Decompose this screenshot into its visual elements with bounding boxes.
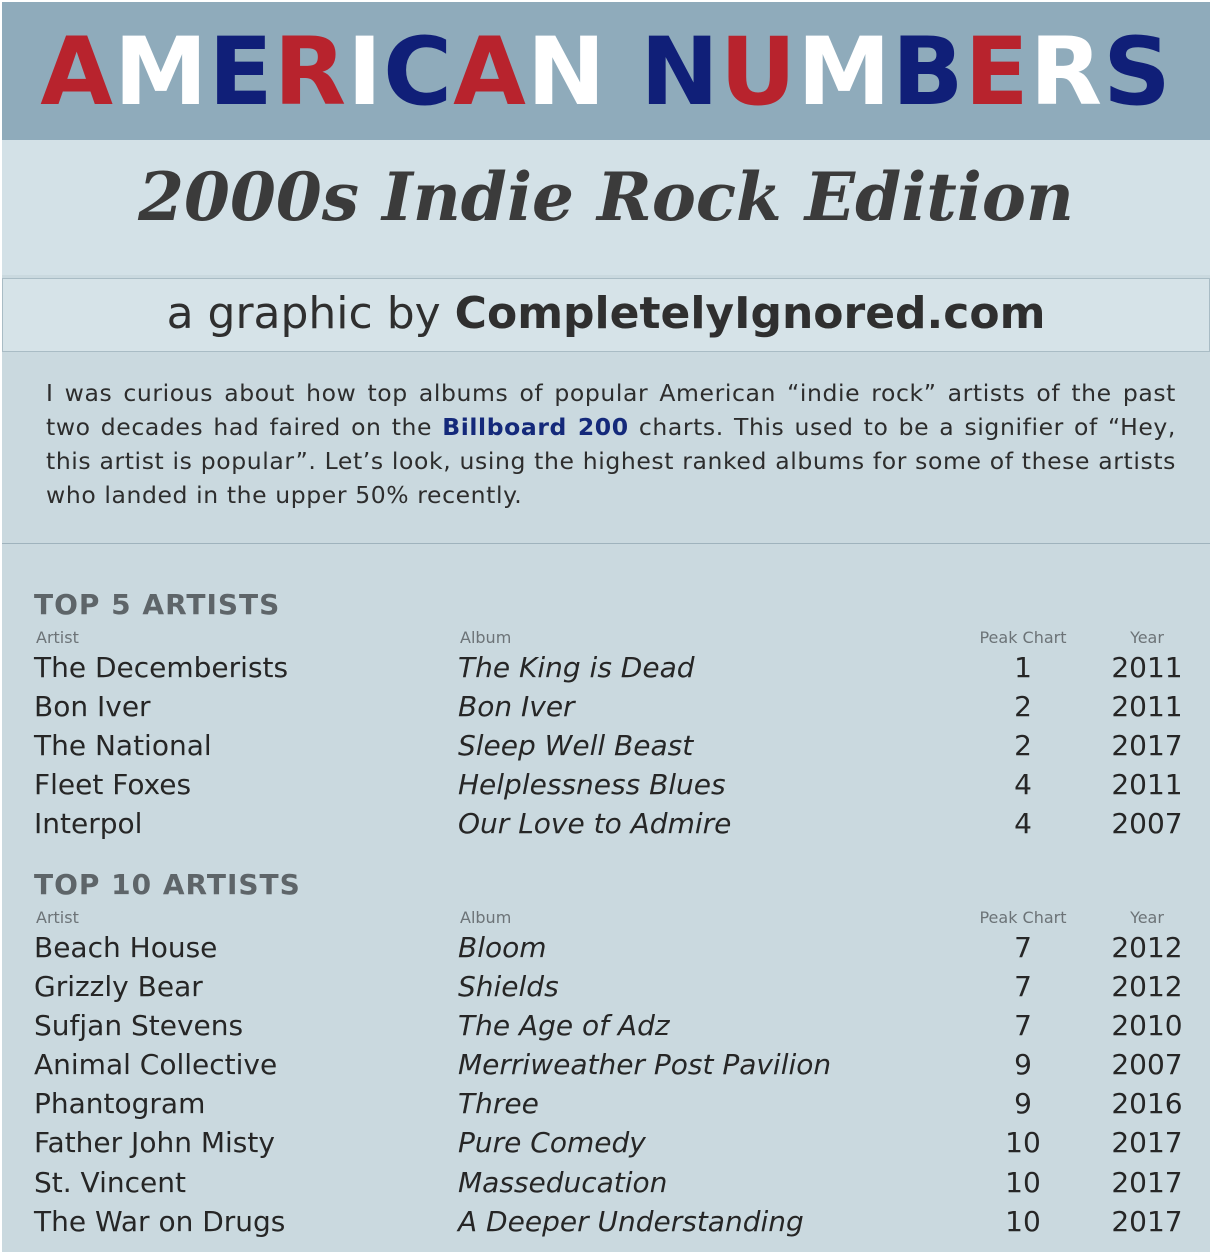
- artist-cell: Beach House: [34, 931, 218, 964]
- title-letter: M: [797, 18, 892, 127]
- table-row: [2, 1165, 1210, 1204]
- title-letter: S: [1103, 18, 1172, 127]
- title-letter: M: [113, 18, 209, 127]
- section-title-top5: TOP 5 ARTISTS: [34, 588, 281, 621]
- album-cell: The Age of Adz: [458, 1009, 670, 1042]
- table-row: [2, 969, 1210, 1008]
- year-cell: 2012: [1111, 931, 1183, 964]
- album-cell: Pure Comedy: [458, 1126, 646, 1159]
- year-cell: 2017: [1111, 1166, 1183, 1199]
- title-letter: R: [273, 18, 348, 127]
- year-cell: 2011: [1111, 651, 1183, 684]
- title-letter: A: [40, 18, 114, 127]
- album-cell: Sleep Well Beast: [458, 729, 694, 762]
- artist-cell: Bon Iver: [34, 690, 151, 723]
- table-row: [2, 689, 1210, 728]
- col-head-artist: Artist: [36, 628, 79, 647]
- artist-cell: Phantogram: [34, 1087, 206, 1120]
- table-row: [2, 1125, 1210, 1164]
- year-cell: 2010: [1111, 1009, 1183, 1042]
- title-letter: C: [383, 18, 454, 127]
- table-row: [2, 650, 1210, 689]
- peak-cell: 10: [1005, 1166, 1041, 1199]
- year-cell: 2011: [1111, 768, 1183, 801]
- album-cell: The King is Dead: [458, 651, 695, 684]
- intro-text-2: charts. This used to be a signifier of “Hey, this artist is popular”. Let’s look, using the highest ranked albums for some of these artists who landed in the upper 50% recently.: [46, 413, 1177, 509]
- peak-cell: 1: [1014, 651, 1032, 684]
- artist-cell: Sufjan Stevens: [34, 1009, 244, 1042]
- title-letter: E: [208, 18, 274, 127]
- peak-cell: 9: [1014, 1048, 1032, 1081]
- col-head-year: Year: [1130, 628, 1164, 647]
- artist-cell: The War on Drugs: [34, 1205, 286, 1238]
- artist-cell: The Decemberists: [34, 651, 289, 684]
- artist-cell: Interpol: [34, 807, 143, 840]
- album-cell: A Deeper Understanding: [458, 1205, 804, 1238]
- title-letter: N: [640, 18, 720, 127]
- infographic: [2, 2, 1210, 1252]
- album-cell: Bon Iver: [458, 690, 575, 723]
- table-row: [2, 1086, 1210, 1125]
- col-head-album: Album: [460, 628, 512, 647]
- credit-prefix: a graphic by: [166, 288, 455, 339]
- title-letter: R: [1029, 18, 1104, 127]
- album-cell: Shields: [458, 970, 559, 1003]
- peak-cell: 7: [1014, 1009, 1032, 1042]
- credit-line: [2, 286, 1210, 342]
- year-cell: 2016: [1111, 1087, 1183, 1120]
- title-letter: N: [526, 18, 607, 127]
- peak-cell: 4: [1014, 768, 1032, 801]
- table-row: [2, 728, 1210, 767]
- divider: [2, 543, 1210, 544]
- album-cell: Our Love to Admire: [458, 807, 732, 840]
- peak-cell: 10: [1005, 1205, 1041, 1238]
- col-head-album: Album: [460, 908, 512, 927]
- main-title: [2, 18, 1210, 128]
- title-letter: I: [347, 18, 384, 127]
- title-letter: [607, 18, 641, 127]
- year-cell: 2007: [1111, 807, 1183, 840]
- peak-cell: 10: [1005, 1126, 1041, 1159]
- table-row: [2, 767, 1210, 806]
- peak-cell: 2: [1014, 690, 1032, 723]
- year-cell: 2017: [1111, 1205, 1183, 1238]
- year-cell: 2007: [1111, 1048, 1183, 1081]
- artist-cell: Grizzly Bear: [34, 970, 203, 1003]
- artist-cell: Father John Misty: [34, 1126, 275, 1159]
- col-head-year: Year: [1130, 908, 1164, 927]
- title-letter: U: [719, 18, 798, 127]
- album-cell: Helplessness Blues: [458, 768, 726, 801]
- artist-cell: Fleet Foxes: [34, 768, 192, 801]
- peak-cell: 7: [1014, 931, 1032, 964]
- table-row: [2, 930, 1210, 969]
- section-title-top10: TOP 10 ARTISTS: [34, 868, 301, 901]
- table-row: [2, 1047, 1210, 1086]
- table-row: [2, 806, 1210, 845]
- year-cell: 2012: [1111, 970, 1183, 1003]
- intro-paragraph: [46, 376, 1176, 512]
- year-cell: 2017: [1111, 729, 1183, 762]
- peak-cell: 4: [1014, 807, 1032, 840]
- artist-cell: Animal Collective: [34, 1048, 278, 1081]
- artist-cell: The National: [34, 729, 212, 762]
- col-head-artist: Artist: [36, 908, 79, 927]
- credit-site: CompletelyIgnored.com: [454, 288, 1046, 339]
- year-cell: 2011: [1111, 690, 1183, 723]
- peak-cell: 2: [1014, 729, 1032, 762]
- peak-cell: 9: [1014, 1087, 1032, 1120]
- col-head-peak: Peak Chart: [979, 908, 1067, 927]
- album-cell: Merriweather Post Pavilion: [458, 1048, 832, 1081]
- album-cell: Bloom: [458, 931, 547, 964]
- intro-highlight: Billboard 200: [442, 413, 629, 441]
- title-letter: B: [891, 18, 965, 127]
- album-cell: Masseducation: [458, 1166, 668, 1199]
- peak-cell: 7: [1014, 970, 1032, 1003]
- table-row: [2, 1204, 1210, 1243]
- year-cell: 2017: [1111, 1126, 1183, 1159]
- title-letter: A: [453, 18, 527, 127]
- title-letter: E: [964, 18, 1030, 127]
- subtitle: 2000s Indie Rock Edition: [138, 158, 1074, 236]
- col-head-peak: Peak Chart: [979, 628, 1067, 647]
- intro-text-1: I was curious about how top albums of popular American “indie rock” artists of the past two decades had faired on the: [46, 379, 1176, 441]
- artist-cell: St. Vincent: [34, 1166, 186, 1199]
- table-row: [2, 1008, 1210, 1047]
- album-cell: Three: [458, 1087, 539, 1120]
